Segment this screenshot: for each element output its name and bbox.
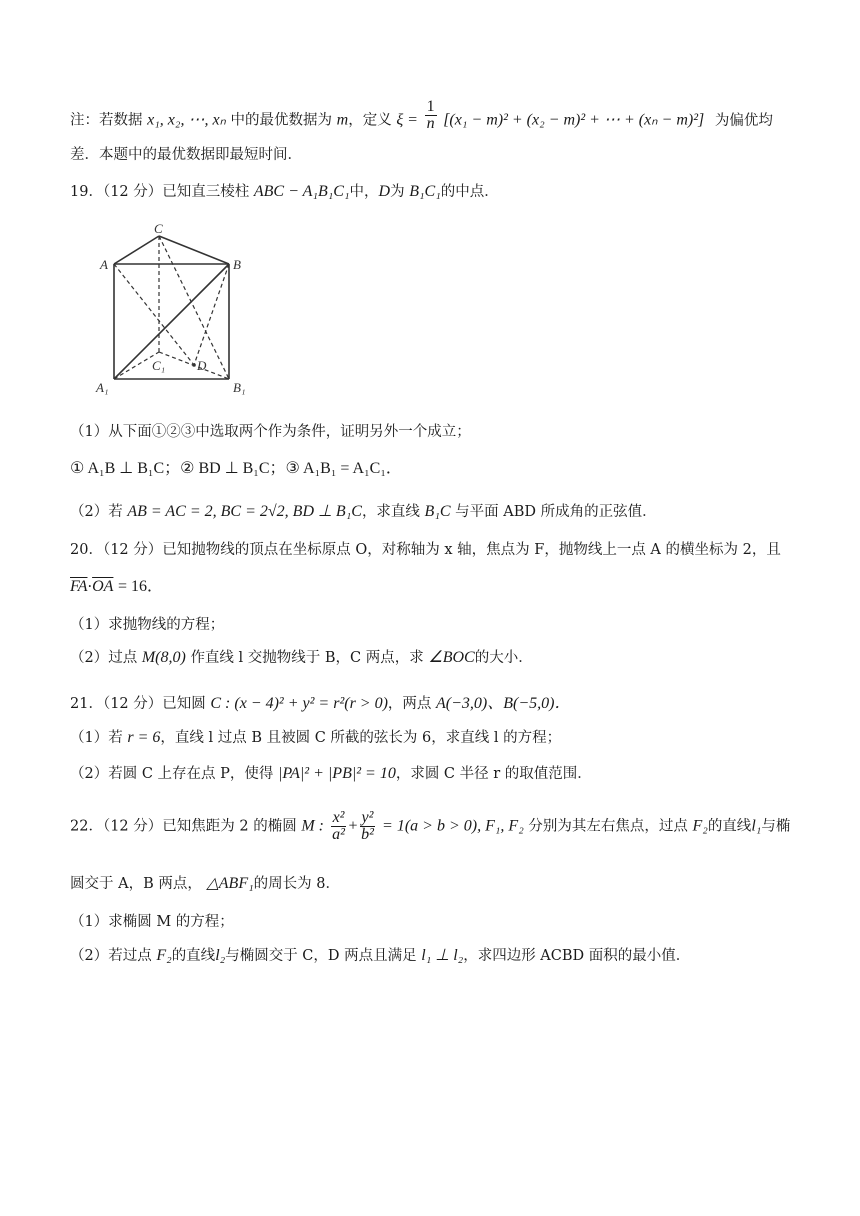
line-A1B (114, 264, 229, 379)
note-line-1: 注：若数据 x₁, x₂, ⋯, xₙ 中的最优数据为 m，定义 ξ = $\frac{1}{n}$ [(x₁ − m)² + (x₂ − m)² + ⋯ + (xₙ − m)²] 为偏优均 (70, 98, 773, 132)
vector-FA: $\overline{FA}$ (70, 578, 88, 595)
q19-part2: （2）若 AB = AC = 2, BC = 2√2, BD ⊥ B₁C，求直线 B₁C 与平面 ABD 所成角的正弦值． (70, 503, 657, 520)
q21-part1: （1）若 r = 6，直线 l 过点 B 且被圆 C 所截的弦长为 6，求直线 l 的方程； (70, 729, 562, 746)
q20-line1: 20．（12 分）已知抛物线的顶点在坐标原点 O，对称轴为 x 轴，焦点为 F，抛物线上一点 A 的横坐标为 2，且 (70, 542, 781, 558)
formula-lhs: ξ = (396, 111, 418, 129)
q20-vector-condition: $\overline{FA}\cdot\overline{OA} = 16$． (70, 578, 164, 595)
q22-part1: （1）求椭圆 M 的方程； (70, 914, 234, 930)
label-C1: C₁ (152, 358, 166, 373)
q20-part1: （1）求抛物线的方程； (70, 617, 225, 633)
data-list: x₁, x₂, ⋯, xₙ (147, 111, 226, 129)
line-AD (114, 264, 194, 365)
prism-figure (94, 222, 264, 402)
label-A: A (100, 257, 108, 272)
label-C: C (154, 222, 163, 236)
edge-CB (159, 236, 229, 264)
q22-part2: （2）若过点 F₂的直线l₂与椭圆交于 C，D 两点且满足 l₁ ⊥ l₂，求四边形 ACBD 面积的最小值． (70, 947, 691, 964)
q21-part2: （2）若圆 C 上存在点 P，使得 |PA|² + |PB|² = 10，求圆 C 半径 r 的取值范围． (70, 765, 592, 782)
label-B1: B₁ (233, 380, 246, 395)
formula-body: [(x₁ − m)² + (x₂ − m)² + ⋯ + (xₙ − m)²] (443, 111, 705, 129)
vector-OA: $\overline{OA}$ (92, 578, 114, 595)
q19-header: 19．（12 分）已知直三棱柱 ABC − A₁B₁C₁中，D为 B₁C₁的中点． (70, 183, 499, 200)
q20-part2: （2）过点 M(8,0) 作直线 l 交抛物线于 B，C 两点，求 ∠BOC的大小． (70, 649, 533, 666)
note-line-2: 差．本题中的最优数据即最短时间． (70, 147, 302, 163)
q19-part1: （1）从下面①②③中选取两个作为条件，证明另外一个成立； (70, 424, 471, 440)
formula-fraction: $\frac{1}{n}$ (426, 98, 435, 132)
line-BD (194, 264, 229, 365)
label-A1: A₁ (96, 380, 109, 395)
label-B: B (233, 257, 241, 272)
q19-conditions: ① A₁B ⊥ B₁C；② BD ⊥ B₁C；③ A₁B₁ = A₁C₁． (70, 460, 402, 477)
q22-header: 22．（12 分）已知焦距为 2 的椭圆 M : $\frac{\text{x²}}{\text{a²}}$ + $\frac{\text{y²}}{\text{b²}}$ = 1(a > b > 0), F₁, F₂ 分别为其左右焦点，过点 F₂的直线l₁与椭 (70, 809, 791, 843)
edge-AC (114, 236, 159, 264)
q22-line2: 圆交于 A，B 两点， △ABF₁的周长为 8． (70, 875, 340, 892)
label-D: D (197, 358, 207, 373)
q21-header: 21．（12 分）已知圆 C : (x − 4)² + y² = r²(r > 0)，两点 A(−3,0)、B(−5,0)． (70, 695, 571, 712)
line-CB1 (159, 236, 229, 379)
